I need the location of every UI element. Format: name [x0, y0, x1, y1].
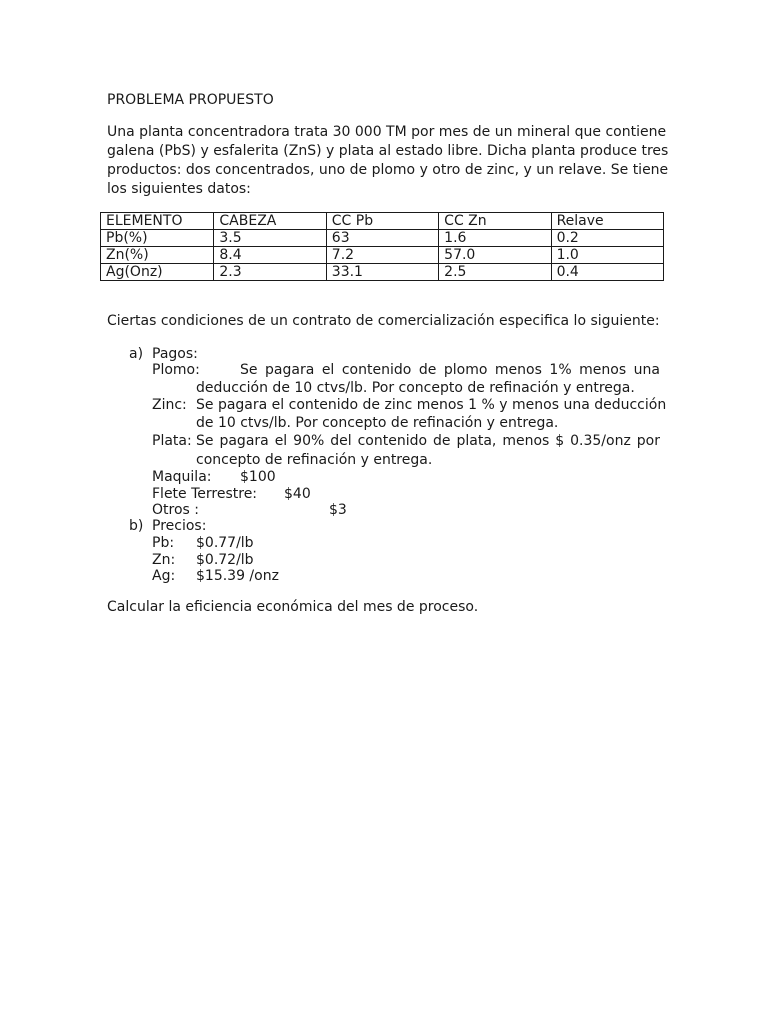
table-cell: 8.4	[214, 247, 326, 264]
table-header-row	[101, 213, 664, 230]
table-cell: 63	[326, 230, 438, 247]
table-row	[101, 247, 664, 264]
table-row	[101, 230, 664, 247]
table-header-cell: Relave	[551, 213, 663, 230]
zinc-label: Zinc:	[152, 397, 187, 413]
table-cell: Zn(%)	[101, 247, 214, 264]
table-cell: 57.0	[439, 247, 551, 264]
plata-line-1: Se pagara el 90% del contenido de plata, menos $ 0.35/onz por	[196, 433, 660, 449]
plomo-label: Plomo:	[152, 362, 200, 378]
section-a-label: Pagos:	[152, 346, 198, 362]
intro-line: los siguientes datos:	[107, 181, 251, 197]
intro-line: galena (PbS) y esfalerita (ZnS) y plata al estado libre. Dicha planta produce tres	[107, 143, 669, 159]
list-marker-a: a)	[129, 346, 144, 362]
document-title: PROBLEMA PROPUESTO	[107, 92, 274, 108]
intro-line: Una planta concentradora trata 30 000 TM por mes de un mineral que contiene	[107, 124, 667, 140]
flete-value: $40	[284, 486, 311, 502]
maquila-value: $100	[240, 469, 276, 485]
section-b-label: Precios:	[152, 518, 207, 534]
table-cell: 0.4	[551, 264, 663, 281]
price-value: $0.72/lb	[196, 552, 254, 568]
maquila-label: Maquila:	[152, 469, 212, 485]
otros-label: Otros :	[152, 502, 199, 518]
plomo-line-2: deducción de 10 ctvs/lb. Por concepto de refinación y entrega.	[196, 380, 635, 396]
plata-label: Plata:	[152, 433, 192, 449]
table-header-cell: CC Zn	[439, 213, 551, 230]
intro-line: productos: dos concentrados, uno de plomo y otro de zinc, y un relave. Se tiene	[107, 162, 669, 178]
price-value: $0.77/lb	[196, 535, 254, 551]
table-cell: 3.5	[214, 230, 326, 247]
zinc-line-2: de 10 ctvs/lb. Por concepto de refinación y entrega.	[196, 415, 559, 431]
price-label: Ag:	[152, 568, 176, 584]
table-cell: 33.1	[326, 264, 438, 281]
price-label: Zn:	[152, 552, 176, 568]
conditions-intro: Ciertas condiciones de un contrato de comercialización especifica lo siguiente:	[107, 313, 660, 329]
closing-text: Calcular la eficiencia económica del mes de proceso.	[107, 599, 479, 615]
table-cell: Ag(Onz)	[101, 264, 214, 281]
data-table	[100, 212, 664, 281]
table-header-cell: ELEMENTO	[101, 213, 214, 230]
price-label: Pb:	[152, 535, 175, 551]
table-cell: 1.0	[551, 247, 663, 264]
plomo-line-1: Se pagara el contenido de plomo menos 1% menos una	[240, 362, 660, 378]
plata-line-2: concepto de refinación y entrega.	[196, 452, 433, 468]
intro-paragraph	[107, 123, 667, 199]
table-cell: Pb(%)	[101, 230, 214, 247]
price-value: $15.39 /onz	[196, 568, 279, 584]
table-header-cell: CC Pb	[326, 213, 438, 230]
zinc-line-1: Se pagara el contenido de zinc menos 1 % y menos una deducción	[196, 397, 667, 413]
table-cell: 0.2	[551, 230, 663, 247]
table-cell: 2.5	[439, 264, 551, 281]
table-cell: 2.3	[214, 264, 326, 281]
otros-value: $3	[329, 502, 347, 518]
table-row	[101, 264, 664, 281]
table-cell: 1.6	[439, 230, 551, 247]
table-cell: 7.2	[326, 247, 438, 264]
list-marker-b: b)	[129, 518, 144, 534]
flete-label: Flete Terrestre:	[152, 486, 258, 502]
table-header-cell: CABEZA	[214, 213, 326, 230]
